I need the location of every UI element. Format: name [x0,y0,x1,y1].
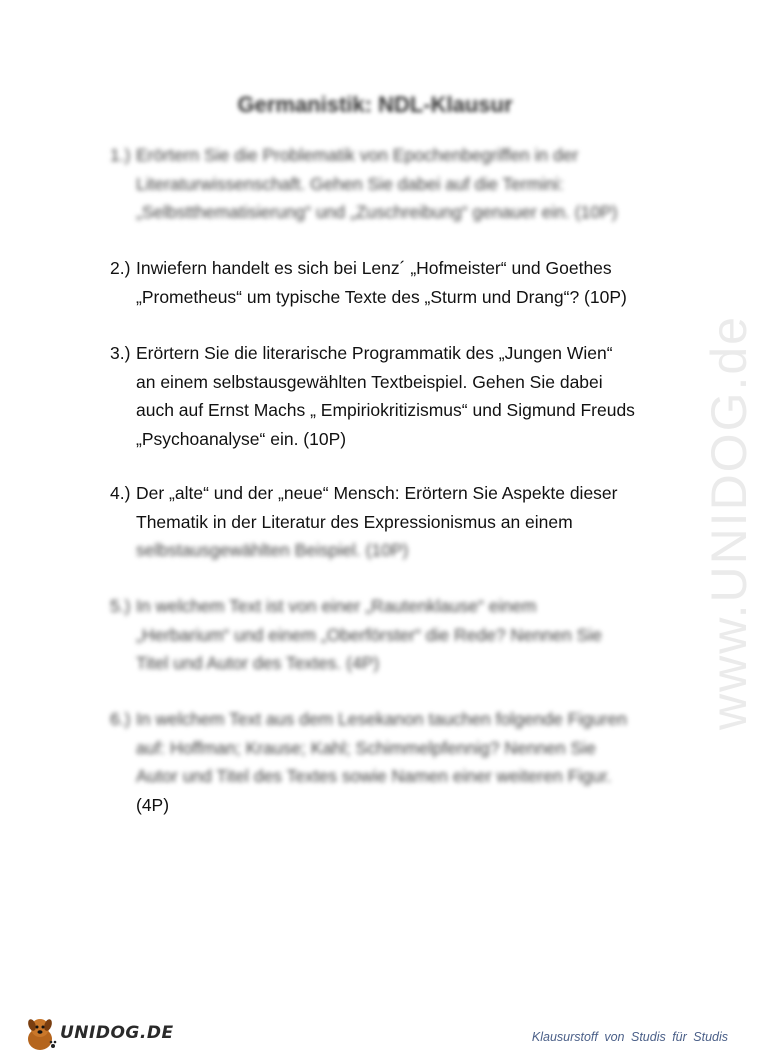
logo-text: UNIDOG.DE [60,1023,174,1043]
question-4 [110,479,670,565]
question-line: Titel und Autor des Textes. (4P) [136,653,380,673]
question-line: Erörtern Sie die literarische Programmatik des „Jungen Wien“ [136,343,613,363]
dog-mascot-icon [22,1013,58,1053]
question-number: 6.) [110,709,131,729]
question-line: Der „alte“ und der „neue“ Mensch: Erörtern Sie Aspekte dieser [136,483,618,503]
unidog-logo[interactable] [22,1012,174,1054]
question-number: 3.) [110,343,131,363]
question-line: auf: Hoffman; Krause; Kahl; Schimmelpfennig? Nennen Sie [136,737,596,758]
question-line: Erörtern Sie die Problematik von Epochenbegriffen in der [136,145,579,165]
question-2 [110,254,670,311]
question-line: „Psychoanalyse“ ein. (10P) [136,428,347,449]
question-line: „Prometheus“ um typische Texte des „Sturm und Drang“? (10P) [136,286,627,307]
question-line: „Selbstthematisierung“ und „Zuschreibung“ genauer ein. (10P) [136,202,618,222]
question-number: 5.) [110,596,131,616]
question-1 [110,141,670,227]
question-line: selbstausgewählten Beispiel. (10P) [136,540,409,560]
question-line: Thematik in der Literatur des Expressionismus an einem [136,511,573,532]
watermark: www.UNIDOG.de [701,315,757,730]
question-line: Autor und Titel des Textes sowie Namen einer weiteren Figur. [136,766,612,786]
question-6 [110,705,670,819]
question-number: 4.) [110,483,131,503]
question-5 [110,592,670,678]
question-line: an einem selbstausgewählten Textbeispiel. Gehen Sie dabei [136,371,603,392]
question-number: 2.) [110,258,131,278]
question-number: 1.) [110,145,131,165]
question-line: „Herbarium“ und einem „Oberförster“ die Rede? Nennen Sie [136,624,602,645]
question-3 [110,339,670,453]
question-line: auch auf Ernst Machs „ Empiriokritizismus“ und Sigmund Freuds [136,400,635,420]
question-line: In welchem Text aus dem Lesekanon tauchen folgende Figuren [136,709,627,729]
question-line: Inwiefern handelt es sich bei Lenz´ „Hofmeister“ und Goethes [136,258,612,278]
question-line: Literaturwissenschaft. Gehen Sie dabei auf die Termini: [136,173,564,194]
question-line: (4P) [136,794,170,815]
footer-tagline: Klausurstoff von Studis für Studis [531,1030,728,1044]
page-title: Germanistik: NDL-Klausur [237,92,513,117]
question-line: In welchem Text ist von einer „Rautenklause“ einem [136,596,537,616]
